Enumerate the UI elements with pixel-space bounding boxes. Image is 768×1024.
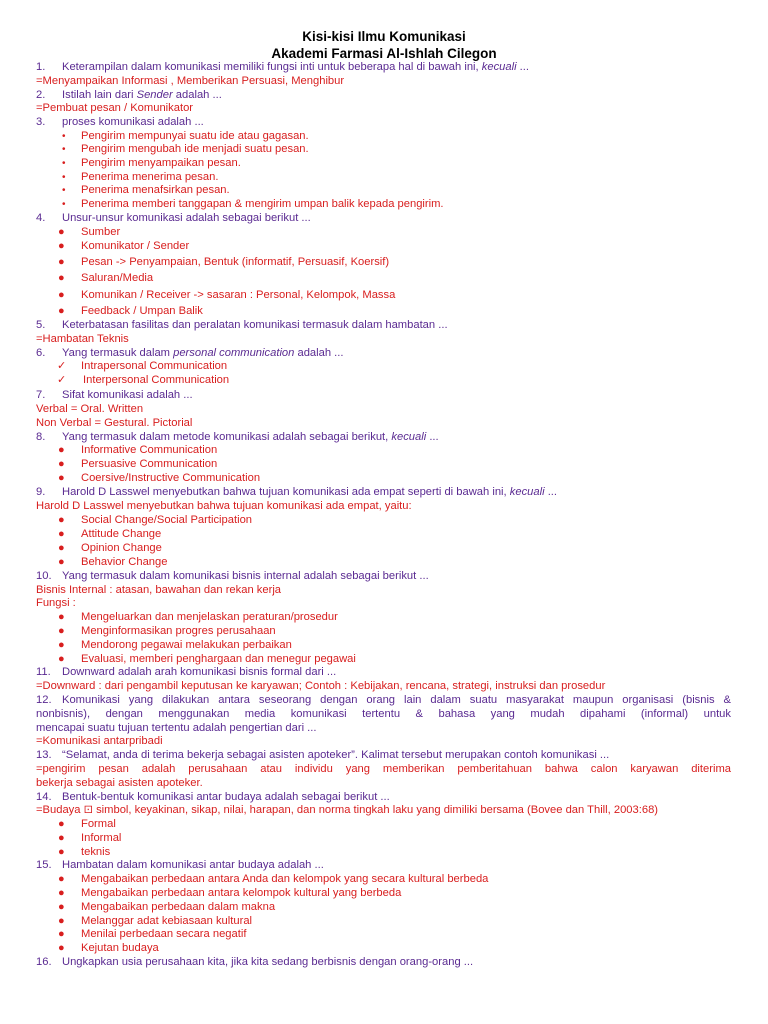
list-item: Kejutan budaya [81, 942, 159, 954]
checkmark-icon: ✓ [57, 360, 67, 372]
bullet-dot-icon: ● [58, 226, 65, 238]
question-2: 2. Istilah lain dari Sender adalah ... [36, 89, 222, 101]
bullet-dot-icon: • [62, 172, 66, 183]
list-item: Pesan -> Penyampaian, Bentuk (informatif, Persuasif, Koersif) [81, 256, 390, 268]
bullet-dot-icon: ● [58, 611, 65, 623]
list-item: Penerima menerima pesan. [81, 171, 219, 183]
bullet-dot-icon: ● [58, 818, 65, 830]
answer-1: =Menyampaikan Informasi , Memberikan Persuasi, Menghibur [36, 75, 345, 87]
bullet-dot-icon: ● [58, 289, 65, 301]
list-item: Pengirim mengubah ide menjadi suatu pesan. [81, 143, 309, 155]
bullet-dot-icon: ● [58, 514, 65, 526]
answer-13-line-1: =pengirim pesan adalah perusahaan atau individu yang memberikan pemberitahuan bahwa calon karyawan diterima [36, 763, 731, 775]
bullet-dot-icon: ● [58, 625, 65, 637]
bullet-dot-icon: • [62, 185, 66, 196]
list-item: Mengabaikan perbedaan antara kelompok kultural yang berbeda [81, 887, 402, 899]
question-3: 3. proses komunikasi adalah ... [36, 116, 204, 128]
question-12-line-2: nonbisnis), dengan menggunakan media komunikasi tertentu & bahasa yang mudah dipahami (informal) untuk [36, 708, 731, 720]
list-item: Pengirim mempunyai suatu ide atau gagasan. [81, 130, 309, 142]
list-item: Attitude Change [81, 528, 162, 540]
bullet-dot-icon: ● [58, 942, 65, 954]
question-16: 16. Ungkapkan usia perusahaan kita, jika kita sedang berbisnis dengan orang-orang ... [36, 956, 474, 968]
answer-14-heading: =Budaya ⊡ simbol, keyakinan, sikap, nilai, harapan, dan norma tingkah laku yang dimiliki bersama (Bovee dan Thill, 2003:68) [36, 804, 659, 816]
list-item: Persuasive Communication [81, 458, 218, 470]
question-11: 11. Downward adalah arah komunikasi bisnis formal dari ... [36, 666, 337, 678]
question-15: 15. Hambatan dalam komunikasi antar budaya adalah ... [36, 859, 324, 871]
bullet-dot-icon: • [62, 131, 66, 142]
list-item: Feedback / Umpan Balik [81, 305, 203, 317]
answer-9-heading: Harold D Lasswel menyebutkan bahwa tujuan komunikasi ada empat, yaitu: [36, 500, 412, 512]
list-item: Mengeluarkan dan menjelaskan peraturan/prosedur [81, 611, 338, 623]
list-item: Formal [81, 818, 116, 830]
question-6: 6. Yang termasuk dalam personal communication adalah ... [36, 347, 344, 359]
bullet-dot-icon: ● [58, 887, 65, 899]
answer-11: =Downward : dari pengambil keputusan ke karyawan; Contoh : Kebijakan, rencana, strategi, instruksi dan prosedur [36, 680, 606, 692]
list-item: Sumber [81, 226, 121, 238]
list-item: Informal [81, 832, 122, 844]
list-item: Informative Communication [81, 444, 218, 456]
question-12: 12. [36, 694, 52, 706]
answer-12: =Komunikasi antarpribadi [36, 735, 163, 747]
list-item: Komunikator / Sender [81, 240, 190, 252]
document-subtitle: Akademi Farmasi Al-Ishlah Cilegon [271, 46, 497, 61]
question-10: 10. Yang termasuk dalam komunikasi bisnis internal adalah sebagai berikut ... [36, 570, 429, 582]
list-item: Mengabaikan perbedaan antara Anda dan kelompok yang secara kultural berbeda [81, 873, 489, 885]
list-item: Penerima memberi tanggapan & mengirim umpan balik kepada pengirim. [81, 198, 444, 210]
list-item: Opinion Change [81, 542, 162, 554]
bullet-dot-icon: ● [58, 542, 65, 554]
list-item: Mengabaikan perbedaan dalam makna [81, 901, 276, 913]
question-12-line-1: Komunikasi yang dilakukan antara seseorang dengan orang lain dalam suatu masyarakat maupun organisasi (bisnis & [62, 694, 731, 706]
answer-10-fungsi: Fungsi : [36, 597, 76, 609]
bullet-dot-icon: ● [58, 256, 65, 268]
bullet-dot-icon: ● [58, 444, 65, 456]
bullet-dot-icon: ● [58, 639, 65, 651]
question-7: 7. Sifat komunikasi adalah ... [36, 389, 193, 401]
list-item: Social Change/Social Participation [81, 514, 253, 526]
list-item: Komunikan / Receiver -> sasaran : Personal, Kelompok, Massa [81, 289, 396, 301]
bullet-dot-icon: ● [58, 915, 65, 927]
bullet-dot-icon: ● [58, 305, 65, 317]
list-item: teknis [81, 846, 111, 858]
checkmark-icon: ✓ [57, 374, 67, 386]
list-item: Penerima menafsirkan pesan. [81, 184, 230, 196]
bullet-dot-icon: ● [58, 873, 65, 885]
bullet-dot-icon: ● [58, 832, 65, 844]
list-item: Menginformasikan progres perusahaan [81, 625, 276, 637]
bullet-dot-icon: ● [58, 472, 65, 484]
bullet-dot-icon: ● [58, 556, 65, 568]
question-9: 9. Harold D Lasswel menyebutkan bahwa tujuan komunikasi ada empat seperti di bawah ini, kecuali ... [36, 486, 558, 498]
question-1: 1. Keterampilan dalam komunikasi memiliki fungsi inti untuk beberapa hal di bawah ini, kecuali ... [36, 61, 530, 73]
question-13: 13. “Selamat, anda di terima bekerja sebagai asisten apoteker”. Kalimat tersebut merupakan contoh komunikasi ... [36, 749, 610, 761]
bullet-dot-icon: ● [58, 458, 65, 470]
bullet-dot-icon: • [62, 199, 66, 210]
bullet-dot-icon: ● [58, 240, 65, 252]
answer-13-line-2: bekerja sebagai asisten apoteker. [36, 777, 203, 789]
question-14: 14. Bentuk-bentuk komunikasi antar budaya adalah sebagai berikut ... [36, 791, 390, 803]
bullet-dot-icon: ● [58, 928, 65, 940]
list-item: Pengirim menyampaikan pesan. [81, 157, 241, 169]
question-5: 5. Keterbatasan fasilitas dan peralatan komunikasi termasuk dalam hambatan ... [36, 319, 448, 331]
list-item: Menilai perbedaan secara negatif [81, 928, 247, 940]
answer-2: =Pembuat pesan / Komunikator [36, 102, 194, 114]
list-item: Evaluasi, memberi penghargaan dan menegur pegawai [81, 653, 356, 665]
list-item: Interpersonal Communication [83, 374, 230, 386]
answer-10-heading: Bisnis Internal : atasan, bawahan dan rekan kerja [36, 584, 282, 596]
question-8: 8. Yang termasuk dalam metode komunikasi adalah sebagai berikut, kecuali ... [36, 431, 439, 443]
bullet-dot-icon: ● [58, 272, 65, 284]
answer-7-nonverbal: Non Verbal = Gestural. Pictorial [36, 417, 193, 429]
list-item: Saluran/Media [81, 272, 154, 284]
answer-5: =Hambatan Teknis [36, 333, 129, 345]
bullet-dot-icon: • [62, 144, 66, 155]
list-item: Melanggar adat kebiasaan kultural [81, 915, 253, 927]
list-item: Mendorong pegawai melakukan perbaikan [81, 639, 292, 651]
bullet-dot-icon: ● [58, 901, 65, 913]
answer-7-verbal: Verbal = Oral. Written [36, 403, 144, 415]
bullet-dot-icon: ● [58, 653, 65, 665]
bullet-dot-icon: ● [58, 846, 65, 858]
document-title: Kisi-kisi Ilmu Komunikasi [302, 29, 466, 44]
list-item: Intrapersonal Communication [81, 360, 228, 372]
bullet-dot-icon: ● [58, 528, 65, 540]
list-item: Coersive/Instructive Communication [81, 472, 261, 484]
question-12-line-3: mencapai suatu tujuan tertentu adalah pengertian dari ... [36, 722, 317, 734]
question-4: 4. Unsur-unsur komunikasi adalah sebagai berikut ... [36, 212, 311, 224]
list-item: Behavior Change [81, 556, 168, 568]
bullet-dot-icon: • [62, 158, 66, 169]
